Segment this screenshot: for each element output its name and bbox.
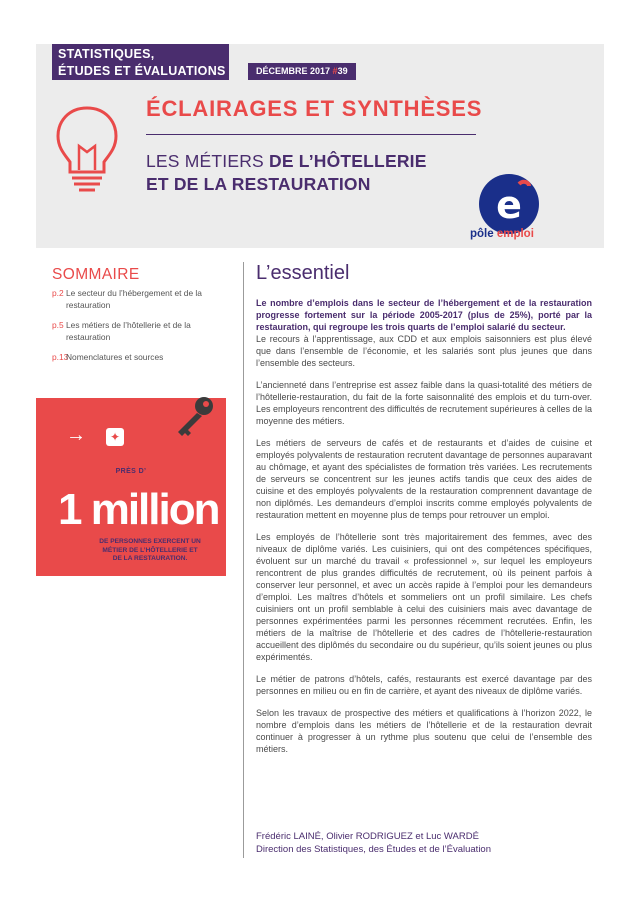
key-icon <box>168 392 218 442</box>
sommaire-heading: SOMMAIRE <box>52 266 140 283</box>
key-figure-prefix: PRÈS D’ <box>115 468 147 475</box>
sommaire-list <box>52 287 224 371</box>
section-title: ÉCLAIRAGES ET SYNTHÈSES <box>146 96 483 121</box>
logo-wordmark <box>470 228 534 240</box>
paragraph: Le métier de patrons d’hôtels, cafés, restaurants est exercé davantage par des personnes en milieu ou en fin de carrière, et ayant des niveaux de diplôme variés. <box>256 674 592 696</box>
sommaire-text: Les métiers de l’hôtellerie et de la restauration <box>66 320 191 342</box>
issue-number: 39 <box>337 66 348 76</box>
issue-hash: # <box>332 66 338 76</box>
pole-emploi-logo-icon <box>479 174 539 234</box>
series-line-2: ÉTUDES ET ÉVALUATIONS <box>58 64 226 78</box>
sommaire-page: p.2 <box>52 288 64 298</box>
paragraph: Le recours à l’apprentissage, aux CDD et aux emplois saisonniers est plus élevé que dans l’ensemble de l’économie, et les salariés sont plus jeunes que dans l’ensemble des secteurs. <box>256 334 592 368</box>
sommaire-page: p.5 <box>52 320 64 330</box>
paragraph: Les employés de l’hôtellerie sont très majoritairement des femmes, avec des niveaux de diplôme variés. Les cuisiniers, qui ont des compétences spécifiques, évoluent sur un marché du travail « professionnel », sur lequel les employeurs rencontrent de plus grandes difficultés de recrutement, où ils peinent parfois à conserver leur personnel, et avec un accès rapide à l’emploi pour les demandeurs d’emploi. Les maîtres d’hôtels et sommeliers ont un profil similaire. Les chefs cuisiniers ont un profil semblable à celui des cuisiniers mais avec davantage de personnes expérimentées parmi les personnes récemment recrutées. Enfin, les métiers de la maîtrise de l’hôtellerie et des cadres de l’hôtellerie-restauration accueillent des diplômés du secondaire ou du supérieur, qu’ils soient jeunes ou plus expérimentés. <box>256 532 592 662</box>
logo-word-emploi: emploi <box>496 228 534 240</box>
authors: Frédéric LAINÉ, Olivier RODRIGUEZ et Luc WARDÉ <box>256 831 479 842</box>
publication-series-tag <box>52 44 229 80</box>
twitter-icon[interactable]: ✦ <box>106 428 124 446</box>
sommaire-item[interactable] <box>52 287 224 311</box>
essentiel-heading: L’essentiel <box>256 262 350 284</box>
title-bold-2: ET DE LA RESTAURATION <box>146 174 371 194</box>
issue-date: DÉCEMBRE 2017 <box>256 66 331 76</box>
sommaire-text: Le secteur du l’hébergement et de la restauration <box>66 288 202 310</box>
column-divider <box>243 262 244 858</box>
sommaire-page: p.13 <box>52 352 69 362</box>
key-figure-value: 1 million <box>58 485 219 534</box>
authors-block <box>256 830 491 856</box>
logo-word-pole: pôle <box>470 228 494 240</box>
paragraph: Selon les travaux de prospective des métiers et qualifications à l’horizon 2022, le nombre d’emplois dans les métiers de l’hôtellerie et de la restauration devrait continuer à progresser à un rythme plus soutenu que celui de l’ensemble des métiers. <box>256 708 592 754</box>
key-figure-caption: DE PERSONNES EXERCENT UN MÉTIER DE L’HÔTELLERIE ET DE LA RESTAURATION. <box>99 538 201 562</box>
paragraph: L’ancienneté dans l’entreprise est assez faible dans la quasi-totalité des métiers de l’hôtellerie-restauration, du fait de la forte saisonnalité des emplois et du turn-over. Les employeurs rencontrent des difficultés de recrutement supérieures à celles de la moyenne des métiers. <box>256 380 593 426</box>
series-line-1: STATISTIQUES, <box>58 47 155 61</box>
arrow-right-icon: → <box>66 424 86 446</box>
issue-date-badge <box>248 63 356 80</box>
title-bold-1: DE L’HÔTELLERIE <box>269 151 427 171</box>
logo-mark-icon <box>479 174 539 234</box>
essentiel-body <box>256 297 592 765</box>
title-divider <box>146 134 476 135</box>
document-title <box>146 150 466 196</box>
lead-paragraph: Le nombre d’emplois dans le secteur de l’hébergement et de la restauration progresse fortement sur la période 2005-2017 (plus de 25%), porté par la restauration, qui regroupe les trois quarts de l’emploi salarié du secteur. <box>256 298 592 332</box>
direction: Direction des Statistiques, des Études et de l’Évaluation <box>256 844 491 855</box>
sommaire-text: Nomenclatures et sources <box>66 352 164 362</box>
paragraph: Les métiers de serveurs de cafés et de restaurants et d’aides de cuisine et employés polyvalents de restauration recrutent davantage de personnes auparavant au chômage, et ayant des spécialistes de formation très variées. Les recrutements de serveurs se concentrent sur les jeunes actifs tandis que ceux des aides de cuisine et des employés polyvalents de la restauration comprennent davantage de non diplômés. Les demandeurs d’emploi inscrits comme employés polyvalents de restauration mettent en moyenne plus de temps pour retrouver un emploi. <box>256 438 592 520</box>
logo-letter: e <box>496 183 522 227</box>
sommaire-item[interactable] <box>52 351 224 363</box>
sommaire-item[interactable] <box>52 319 224 343</box>
lightbulb-icon <box>52 102 122 194</box>
title-plain: LES MÉTIERS <box>146 151 269 171</box>
